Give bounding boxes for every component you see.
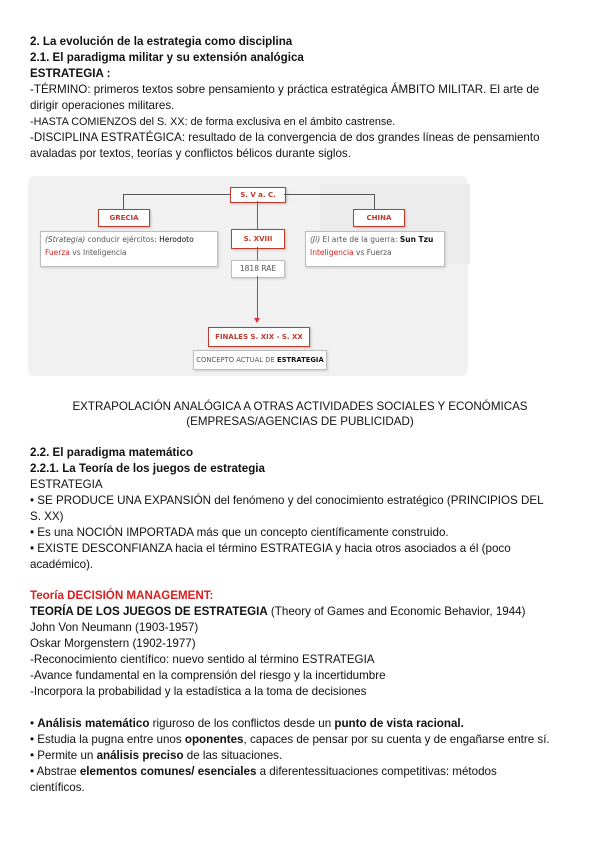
- bullet-abstrae-rest: a diferentessituaciones competitivas: métodos: [256, 765, 497, 778]
- section-221-heading: 2.2.1. La Teoría de los juegos de estrategia: [30, 462, 265, 475]
- bullet-desconfianza: • EXISTE DESCONFIANZA hacia el término ESTRATEGIA y hacia otros asociados a él (poco: [30, 542, 511, 555]
- bullet-mark: •: [30, 717, 38, 730]
- node-finales: FINALES S. XIX - S. XX: [208, 327, 310, 347]
- node-concepto-actual: [193, 350, 327, 370]
- bullet-preciso-bold: análisis preciso: [96, 749, 184, 762]
- china-description: [305, 231, 445, 267]
- connector-right-drop: [374, 194, 375, 209]
- teoria-point-3: -Incorpora la probabilidad y la estadística a la toma de decisiones: [30, 685, 367, 698]
- concepto-pre: CONCEPTO ACTUAL DE: [196, 356, 277, 364]
- teoria-heading-main: DECISIÓN MANAGEMENT:: [67, 589, 214, 602]
- termino-line-2: dirigir operaciones militares.: [30, 99, 175, 112]
- estrategia-label: ESTRATEGIA :: [30, 67, 111, 80]
- china-inteligencia: Inteligencia: [310, 248, 354, 257]
- bullet-preciso-rest: de las situaciones.: [183, 749, 283, 762]
- concepto-bold: ESTRATEGIA: [276, 356, 324, 364]
- teoria-heading-pre: Teoría: [30, 589, 68, 602]
- arrow-down-icon: [254, 318, 260, 323]
- china-term: (Ji): [310, 235, 321, 244]
- bullet-oponentes-rest: , capaces de pensar por su cuenta y de engañarse entre sí.: [243, 733, 550, 746]
- grecia-vs: vs Inteligencia: [69, 248, 127, 257]
- bullet-oponentes-bold: oponentes: [184, 733, 244, 746]
- bullet-analisis: [30, 716, 464, 732]
- bullet-preciso: [30, 748, 282, 764]
- bullet-oponentes: [30, 732, 550, 748]
- grecia-desc: conducir ejércitos:: [85, 235, 160, 244]
- bullet-abstrae-2: científicos.: [30, 781, 85, 794]
- china-vs: vs Fuerza: [353, 248, 392, 257]
- bullet-abstrae: [30, 764, 497, 780]
- grecia-description: [40, 231, 218, 267]
- teoria-heading: [30, 588, 213, 604]
- bullet-analisis-mid: riguroso de los conflictos desde un: [149, 717, 335, 730]
- grecia-author: Herodoto: [159, 235, 194, 244]
- termino-line: -TÉRMINO: primeros textos sobre pensamiento y práctica estratégica ÁMBITO MILITAR. El arte de: [30, 83, 540, 96]
- disciplina-line: -DISCIPLINA ESTRATÉGICA: resultado de la convergencia de dos grandes líneas de pensamiento: [30, 131, 540, 144]
- connector-xviii-rae: [257, 247, 258, 260]
- bullet-expansion: • SE PRODUCE UNA EXPANSIÓN del fenómeno y del conocimiento estratégico (PRINCIPIOS DEL: [30, 494, 544, 507]
- bullet-expansion-2: S. XX): [30, 510, 64, 523]
- connector-rae-finales: [257, 276, 258, 319]
- teoria-title: [30, 604, 525, 620]
- node-s-v-ac: S. V a. C.: [230, 187, 286, 203]
- node-rae: 1818 RAE: [231, 260, 285, 278]
- node-grecia: GRECIA: [98, 209, 150, 227]
- bullet-abstrae-pre: • Abstrae: [30, 765, 80, 778]
- bullet-nocion: • Es una NOCIÓN IMPORTADA más que un concepto científicamente construido.: [30, 526, 449, 539]
- bullet-oponentes-pre: • Estudia la pugna entre unos: [30, 733, 185, 746]
- estrategia-22: ESTRATEGIA: [30, 478, 103, 491]
- author-morgenstern: Oskar Morgenstern (1902-1977): [30, 637, 196, 650]
- teoria-point-1: -Reconocimiento científico: nuevo sentido al término ESTRATEGIA: [30, 653, 375, 666]
- connector-right: [284, 194, 374, 195]
- grecia-term: (Strategia): [45, 235, 86, 244]
- subsection-heading: 2.1. El paradigma militar y su extensión analógica: [30, 51, 304, 64]
- teoria-title-bold: TEORÍA DE LOS JUEGOS DE ESTRATEGIA: [30, 605, 268, 618]
- disciplina-line-2: avaladas por textos, teorías y conflictos bélicos durante siglos.: [30, 147, 351, 160]
- china-desc: El arte de la guerra:: [320, 235, 400, 244]
- section-22-heading: 2.2. El paradigma matemático: [30, 446, 194, 459]
- connector-left: [123, 194, 230, 195]
- bullet-abstrae-bold: elementos comunes/ esenciales: [79, 765, 257, 778]
- bullet-analisis-bold2: punto de vista racional.: [334, 717, 464, 730]
- extrapolacion-line-1: EXTRAPOLACIÓN ANALÓGICA A OTRAS ACTIVIDADES SOCIALES Y ECONÓMICAS: [72, 400, 528, 413]
- strategy-evolution-diagram: [0, 168, 600, 383]
- bullet-analisis-bold: Análisis matemático: [37, 717, 150, 730]
- author-von-neumann: John Von Neumann (1903-1957): [30, 621, 199, 634]
- teoria-point-2: -Avance fundamental en la comprensión del riesgo y la incertidumbre: [30, 669, 386, 682]
- teoria-title-rest: (Theory of Games and Economic Behavior, 1944): [267, 605, 526, 618]
- node-china: CHINA: [353, 209, 405, 227]
- bullet-desconfianza-2: académico).: [30, 558, 94, 571]
- grecia-fuerza: Fuerza: [45, 248, 70, 257]
- connector-center: [257, 201, 258, 229]
- hasta-line: -HASTA COMIENZOS del S. XX: de forma exclusiva en el ámbito castrense.: [30, 116, 396, 128]
- china-author: Sun Tzu: [399, 235, 434, 244]
- node-s-xviii: S. XVIII: [231, 229, 285, 249]
- extrapolacion-line-2: (EMPRESAS/AGENCIAS DE PUBLICIDAD): [186, 415, 414, 428]
- connector-left-drop: [123, 194, 124, 209]
- section-heading: 2. La evolución de la estrategia como disciplina: [30, 35, 293, 48]
- bullet-preciso-pre: • Permite un: [30, 749, 97, 762]
